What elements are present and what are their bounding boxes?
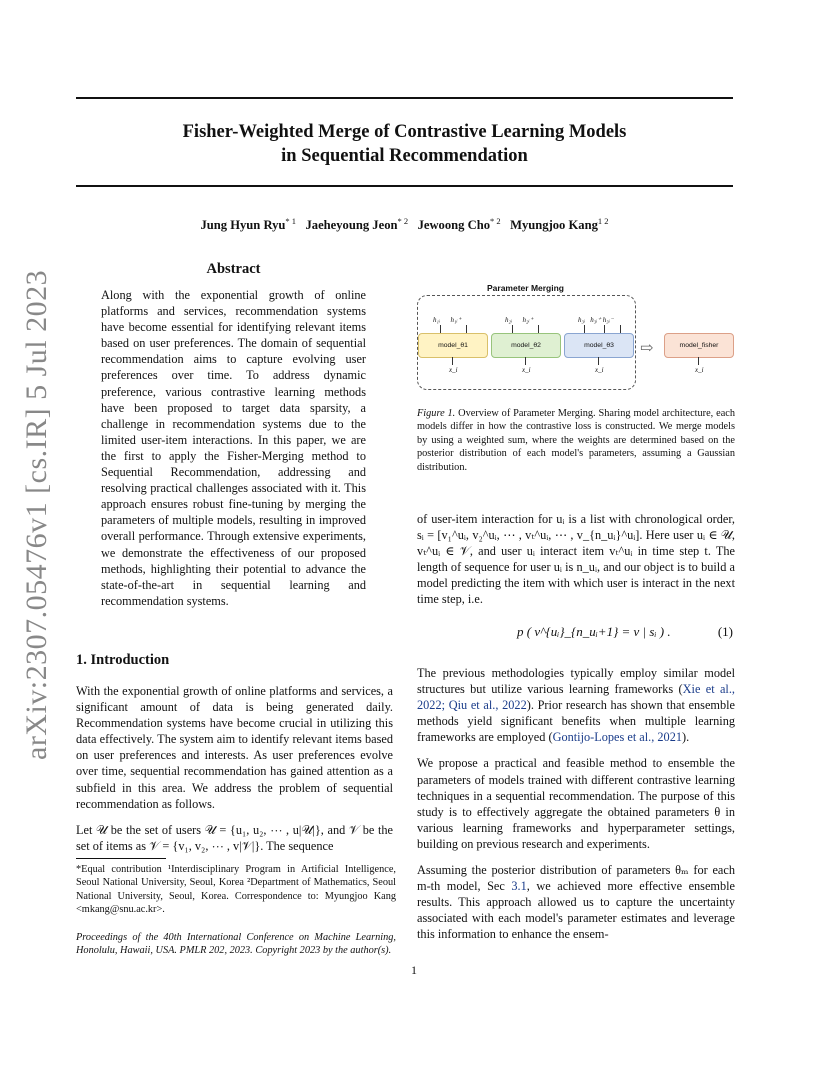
model-theta2-box: model_θ2: [491, 333, 561, 358]
right-column-body: [417, 665, 735, 953]
author-affiliation: 1 2: [597, 216, 609, 226]
author-affiliation: * 2: [397, 216, 409, 226]
title-top-rule: [76, 97, 733, 99]
footnote-affiliations: *Equal contribution ¹Interdisciplinary Program in Artificial Intelligence, Seoul National University, Seoul, Korea ²Department of Mathematics, Seoul National University, Seoul, Korea. Correspondence to: Myungjoo Kang <mkang@snu.ac.kr>.: [76, 864, 396, 915]
merge-arrow-icon: ⇨: [640, 340, 654, 357]
intro-paragraph-1: With the exponential growth of online platforms and services, a significant amount of data is being generated daily. Recommendation systems have become crucial in utilizing this data effectively. The system aim to identify relevant items based on user preferences and interests. As user preferences evolve over time, sequential recommendation has gained attention as a subfield in this area. We address the problem of sequential recommendation as follows.: [76, 684, 393, 811]
abstract-heading: Abstract: [206, 261, 261, 277]
output-arrow: [620, 325, 621, 333]
title-line-1: Fisher-Weighted Merge of Contrastive Learning Models: [182, 122, 627, 142]
author-name: Jewoong Cho: [417, 218, 490, 233]
citation-link[interactable]: Gontijo-Lopes et al., 2021: [552, 730, 682, 745]
input-arrow: [525, 357, 526, 365]
input-label: x_i: [595, 366, 604, 374]
input-label: x_i: [522, 366, 531, 374]
author-name: Jung Hyun Ryu: [200, 218, 286, 233]
hidden-state-label: h₃ᵢ h₃ᵢ⁺ h₃ᵢ⁻: [578, 316, 614, 324]
abstract-text: Along with the exponential growth of online platforms and services, recommendation systems have become essential for identifying relevant items based on user preferences. The domain of sequential recommendation aims to capture evolving user preferences over time. To address dynamic preference, various contrastive learning methods have been proposed to target data sparsity, a challenge in recommendation systems due to the limited user-item interactions. In this paper, we are the first to apply the Fisher-Merging method to Sequential Recommendation, addressing and resolving practical challenges associated with it. This approach ensures robust fine-tuning by merging the parameters of multiple models, resulting in improved overall performance. Through extensive experiments, we demonstrate the effectiveness of our proposed methods, highlighting their potential to advance the state-of-the-art in sequential learning and recommendation systems.: [101, 288, 366, 608]
author-name: Jaeheyoung Jeon: [305, 218, 398, 233]
citation-link[interactable]: Xie et al., 2022; Qiu et al., 2022: [417, 682, 735, 713]
output-arrow: [512, 325, 513, 333]
footnote-proceedings: Proceedings of the 40th International Conference on Machine Learning, Honolulu, Hawaii, USA. PMLR 202, 2023. Copyright 2023 by the author(s).: [76, 932, 396, 957]
right-paragraph-1: of user-item interaction for uᵢ is a list with chronological order, sᵢ = [v₁^uᵢ, v₂^uᵢ, ⋯ , vₜ^uᵢ, ⋯ , v_{n_uᵢ}^uᵢ]. Here user uᵢ ∈ 𝒰, vₜ^uᵢ ∈ 𝒱, and user uᵢ interact item vₜ^uᵢ in time step t. The length of sequence for user uᵢ is n_uᵢ, and our object is to build a model predicting the item with which user is interact in the next time step, i.e.: [417, 512, 735, 607]
equation-text: p ( v^{uᵢ}_{n_uᵢ+1} = v | sᵢ ) .: [517, 624, 671, 639]
intro-paragraph-2: Let 𝒰 be the set of users 𝒰 = {u₁, u₂, ⋯ , u|𝒰|}, and 𝒱 be the set of items as 𝒱 = {v₁, v₂, ⋯ , v|𝒱|}. The sequence: [76, 822, 393, 853]
output-arrow: [538, 325, 539, 333]
introduction-body: [76, 683, 393, 864]
hidden-state-label: h₁ᵢ h₁ᵢ⁺: [433, 316, 462, 324]
author-list: [76, 216, 733, 233]
right-paragraph-4: [417, 862, 735, 942]
output-arrow: [440, 325, 441, 333]
author-affiliation: * 2: [490, 216, 501, 226]
figure-caption: [417, 407, 735, 474]
title-bottom-rule: [76, 185, 733, 187]
input-arrow: [698, 357, 699, 365]
author-affiliation: * 1: [285, 216, 297, 226]
author-name: Myungjoo Kang: [510, 218, 598, 233]
title-line-2: in Sequential Recommendation: [281, 146, 528, 166]
introduction-heading: 1. Introduction: [76, 652, 170, 668]
input-arrow: [452, 357, 453, 365]
text-run: , we achieved more effective ensemble results. This approach allowed us to capture the uncertainty associated with each model's parameter estimates and leverage this information to enhance the ensem-: [417, 879, 736, 942]
model-theta1-box: model_θ1: [418, 333, 488, 358]
model-fisher-box: model_fisher: [664, 333, 734, 358]
input-arrow: [598, 357, 599, 365]
output-arrow: [584, 325, 585, 333]
output-arrow: [604, 325, 605, 333]
figure-caption-text: Overview of Parameter Merging. Sharing model architecture, each models differ in how the contrastive loss is constructed. We merge models by using a weighted sum, where the weights are determined based on the posterior distribution of each model's parameters, assuming a Gaussian distribution.: [417, 408, 735, 473]
figure-caption-label: Figure 1.: [417, 408, 456, 419]
text-run: ).: [682, 730, 690, 745]
right-paragraph-2: [417, 665, 735, 745]
page-number: 1: [411, 963, 417, 977]
input-label: x_i: [695, 366, 704, 374]
input-label: x_i: [449, 366, 458, 374]
text-run: ). Prior research has shown that ensemble methods yield significant benefits when multiple learning frameworks are employed (: [417, 698, 736, 745]
text-run: Assuming the posterior distribution of parameters θₘ for each m-th model, Sec: [417, 863, 735, 894]
right-paragraph-3: We propose a practical and feasible method to ensemble the parameters of models trained with different contrastive learning techniques in a sequential recommendation. The purpose of this study is to effectively aggregate the obtained parameters θ in various learning frameworks and hyperparameter settings, building on previous research and experiments.: [417, 756, 735, 851]
model-theta3-box: model_θ3: [564, 333, 634, 358]
equation-number: (1): [717, 624, 733, 639]
output-arrow: [466, 325, 467, 333]
section-link[interactable]: 3.1: [511, 879, 527, 894]
paper-title: [76, 120, 733, 168]
arxiv-identifier: arXiv:2307.05476v1 [cs.IR] 5 Jul 2023: [20, 269, 53, 760]
figure-title: Parameter Merging: [487, 283, 564, 293]
text-run: The previous methodologies typically employ similar model structures but utilize various learning frameworks (: [417, 666, 735, 697]
hidden-state-label: h₂ᵢ h₂ᵢ⁺: [505, 316, 534, 324]
footnote-rule: [76, 858, 166, 859]
equation-1: [417, 620, 735, 648]
